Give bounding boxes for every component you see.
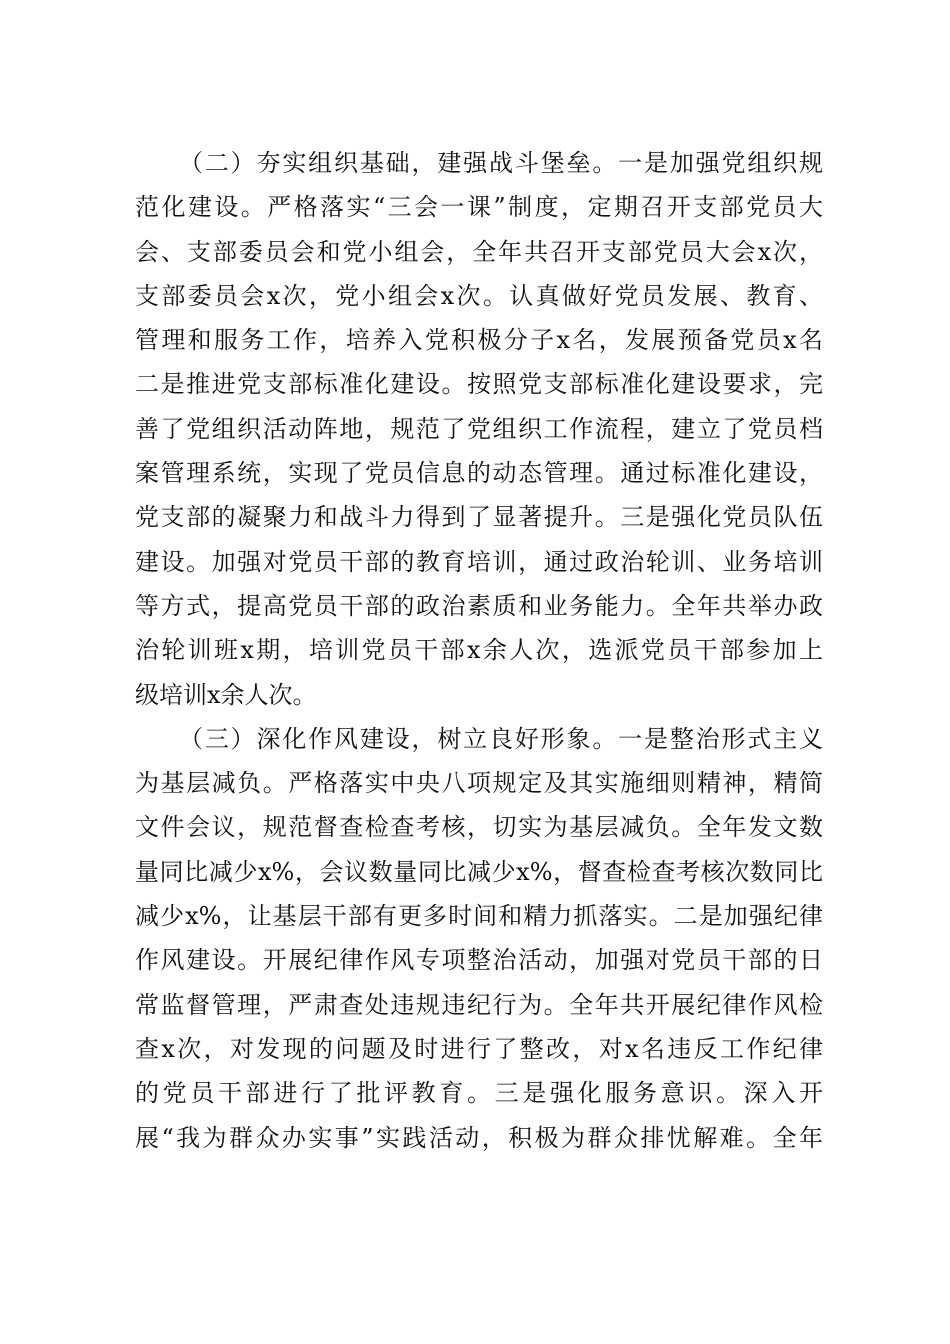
paragraph-work-style [135, 717, 823, 1160]
text-line: （二）夯实组织基础，建强战斗堡垒。一是加强党组织规 [179, 149, 823, 177]
text-line: 减少x%，让基层干部有更多时间和精力抓落实。二是加强纪律 [135, 902, 823, 931]
text-line: 支部委员会x次，党小组会x次。认真做好党员发展、教育、 [135, 281, 823, 310]
text-line: 为基层减负。严格落实中央八项规定及其实施细则精神，精简 [135, 769, 823, 798]
paragraph-organization [135, 141, 823, 717]
text-line: 会、支部委员会和党小组会，全年共召开支部党员大会x次， [135, 237, 823, 266]
text-line: 管理和服务工作，培养入党积极分子x名，发展预备党员x名 [135, 326, 823, 355]
text-line: 级培训x余人次。 [135, 680, 317, 709]
text-line: 等方式，提高党员干部的政治素质和业务能力。全年共举办政 [135, 591, 823, 620]
text-line: 善了党组织活动阵地，规范了党组织工作流程，建立了党员档 [135, 414, 823, 443]
document-body [135, 141, 823, 1160]
text-line: 案管理系统，实现了党员信息的动态管理。通过标准化建设， [135, 459, 823, 488]
text-line: （三）深化作风建设，树立良好形象。一是整治形式主义 [179, 724, 823, 753]
text-line: 量同比减少x%，会议数量同比减少x%，督查检查考核次数同比 [135, 857, 823, 886]
text-line: 作风建设。开展纪律作风专项整治活动，加强对党员干部的日 [135, 946, 823, 975]
text-line: 范化建设。严格落实“三会一课”制度，定期召开支部党员大 [135, 193, 823, 222]
text-line: 常监督管理，严肃查处违规违纪行为。全年共开展纪律作风检 [135, 990, 823, 1019]
text-line: 建设。加强对党员干部的教育培训，通过政治轮训、业务培训 [135, 547, 823, 576]
text-line: 展“我为群众办实事”实践活动，积极为群众排忧解难。全年 [135, 1123, 823, 1152]
text-line: 文件会议，规范督查检查考核，切实为基层减负。全年发文数 [135, 813, 823, 842]
text-line: 的党员干部进行了批评教育。三是强化服务意识。深入开 [135, 1079, 823, 1108]
text-line: 党支部的凝聚力和战斗力得到了显著提升。三是强化党员队伍 [135, 503, 823, 532]
text-line: 二是推进党支部标准化建设。按照党支部标准化建设要求，完 [135, 370, 823, 399]
text-line: 查x次，对发现的问题及时进行了整改，对x名违反工作纪律 [135, 1034, 823, 1063]
text-line: 治轮训班x期，培训党员干部x余人次，选派党员干部参加上 [135, 636, 823, 665]
